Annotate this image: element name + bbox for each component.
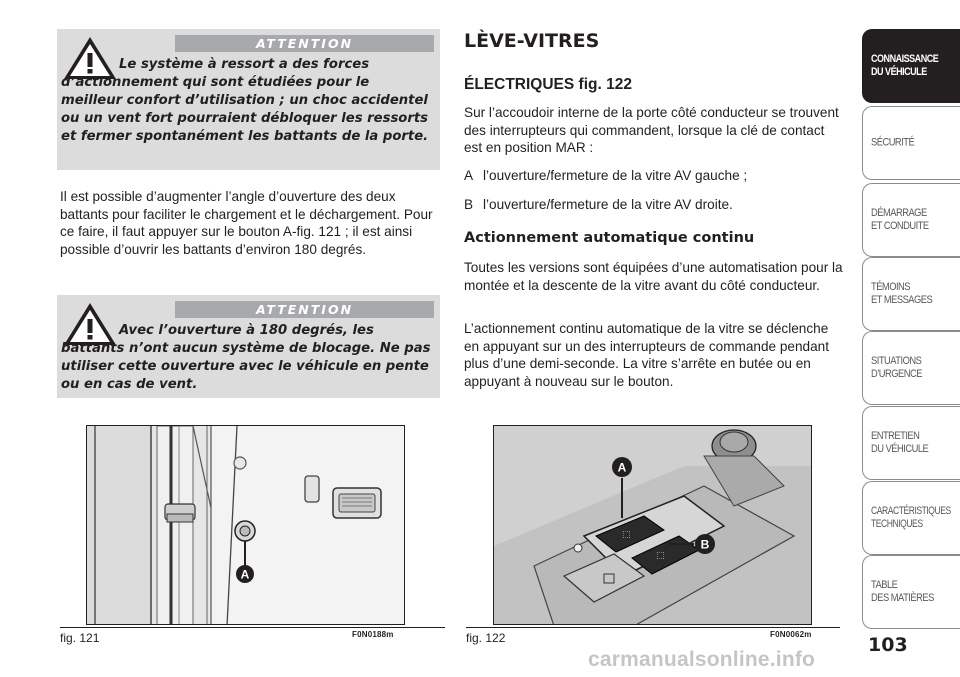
callout-b-label: B [700,537,710,552]
figure-121-door-photo [86,425,405,625]
svg-text:⬚: ⬚ [622,530,631,540]
tab-temoins-messages[interactable] [862,257,960,331]
callout-a-label: A [617,460,627,475]
figure-122-label: fig. 122 [466,631,506,645]
tab-label: CARACTÉRISTIQUES TECHNIQUES [871,505,951,530]
tab-table-matieres[interactable] [862,555,960,629]
callout-a-label: A [240,567,250,582]
attention-header: ATTENTION [175,301,434,318]
list-letter: B [464,197,474,212]
attention-text: Avec l’ouverture à 180 degrés, les battants n’ont aucun système de blocage. Ne pas utiliser cette ouverture avec le véhicule en pente ou en cas de vent. [61,323,431,392]
tab-demarrage-conduite[interactable] [862,183,960,257]
tab-label: TABLE DES MATIÈRES [871,579,934,604]
tab-entretien-vehicule[interactable] [862,406,960,480]
list-item [464,167,844,185]
figure-122-code: F0N0062m [770,630,812,639]
svg-text:⬚: ⬚ [656,551,665,561]
watermark-text: carmanualsonline.info [588,648,816,671]
figure-121-label: fig. 121 [60,631,100,645]
attention-box-spring [57,29,440,170]
tab-label: ENTRETIEN DU VÉHICULE [871,430,929,455]
tab-situations-urgence[interactable] [862,331,960,405]
tab-caracteristiques-techniques[interactable] [862,481,960,555]
tab-label: TÉMOINS ET MESSAGES [871,281,933,306]
tab-securite[interactable] [862,106,960,180]
tab-label: CONNAISSANCE DU VÉHICULE [871,53,939,78]
list-text: l’ouverture/fermeture de la vitre AV droite. [483,197,733,212]
attention-text: Le système à ressort a des forces d’actionnement qui sont étudiées pour le meilleur confort d’utilisation ; un choc accidentel ou un vent fort pourraient débloquer les ressorts et fermer spontanément les battants de la porte. [61,57,429,144]
attention-header: ATTENTION [175,35,434,52]
list-item [464,196,844,214]
attention-box-180 [57,295,440,398]
tab-label: DÉMARRAGE ET CONDUITE [871,207,929,232]
figure-rule [60,627,445,628]
left-paragraph: Il est possible d’augmenter l’angle d’ouverture des deux battants pour faciliter le chargement et le déchargement. Pour ce faire, il faut appuyer sur le bouton A-fig. 121 ; il est ainsi possible d’ouvrir les battants d’environ 180 degrés. [60,189,433,257]
door-hinge-illustration [87,426,405,625]
auto-paragraph-2: L’actionnement continu automatique de la vitre se déclenche en appuyant sur un des interrupteurs de commande pendant plus d’une demi-seconde. La vitre s’arrête en butée ou en appuyant à nouveau sur le bouton. [464,321,830,389]
list-text: l’ouverture/fermeture de la vitre AV gauche ; [483,168,748,183]
figure-121-code: F0N0188m [352,630,394,639]
tab-connaissance-vehicule[interactable] [862,29,960,103]
auto-heading: Actionnement automatique continu [464,230,755,246]
page-number: 103 [868,634,908,656]
figure-122-switch-photo [493,425,812,625]
section-title: LÈVE-VITRES [464,30,600,52]
list-letter: A [464,168,474,183]
window-switch-illustration [494,426,812,625]
intro-paragraph: Sur l’accoudoir interne de la porte côté conducteur se trouvent des interrupteurs qui commandent, lorsque la clé de contact est en position MAR : [464,105,839,155]
auto-paragraph-1: Toutes les versions sont équipées d’une automatisation pour la montée et la descente de la vitre avant du côté conducteur. [464,260,843,293]
tab-label: SITUATIONS D’URGENCE [871,355,922,380]
tab-label: SÉCURITÉ [871,136,915,149]
figure-rule [466,627,840,628]
section-subtitle: ÉLECTRIQUES fig. 122 [464,76,632,93]
